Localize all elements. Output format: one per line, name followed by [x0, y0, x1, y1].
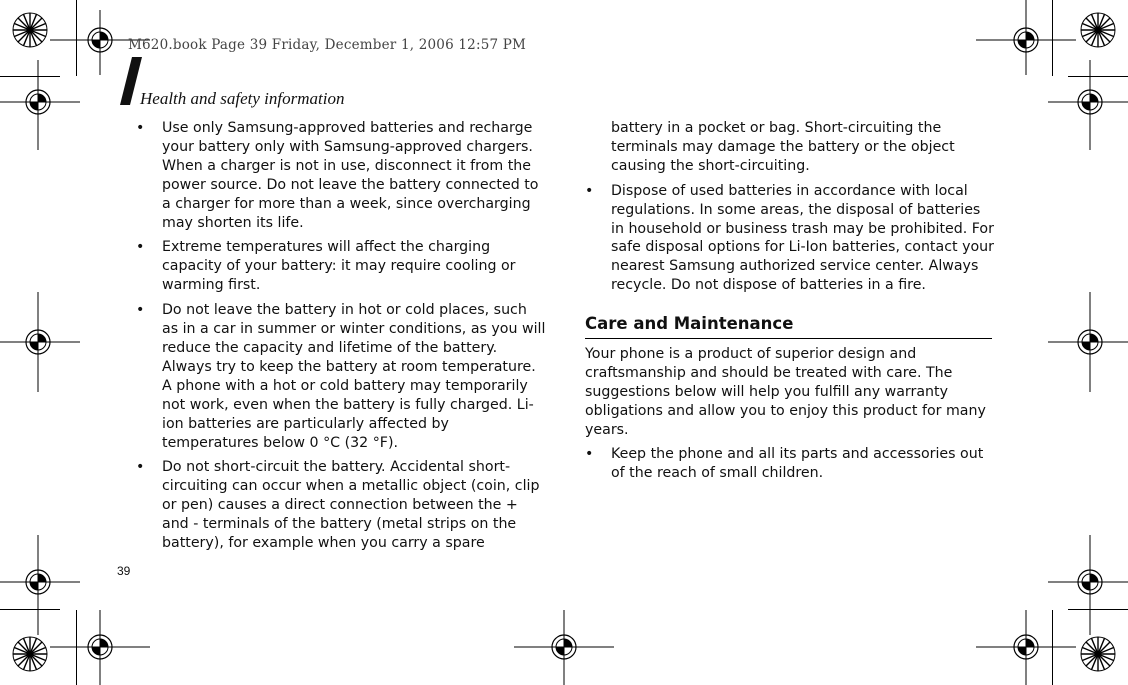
corner-starburst-bottom-left [12, 636, 48, 672]
list-item [136, 458, 546, 553]
corner-starburst-top-left [12, 12, 48, 48]
bullet-glyph: • [585, 445, 594, 462]
battery-bullet-list-continued [585, 119, 995, 295]
bullet-glyph: • [136, 459, 145, 476]
care-intro-paragraph: Your phone is a product of superior design and craftsmanship and should be treated with care. The suggestions below will help you fulfill any warranty obligations and allow you to enjoy this product for many years. [585, 346, 986, 438]
page-number: 39 [117, 564, 131, 578]
list-item-text: Extreme temperatures will affect the charging capacity of your battery: it may require cooling or warming first. [162, 239, 516, 294]
list-item [136, 238, 546, 295]
registration-mark-icon [1048, 60, 1128, 150]
battery-bullet-list [136, 119, 546, 553]
list-item [585, 182, 995, 295]
registration-mark-icon [976, 605, 1076, 685]
bullet-glyph: • [136, 302, 145, 319]
registration-mark-icon [0, 60, 80, 150]
list-item [136, 301, 546, 452]
bullet-glyph: • [136, 239, 145, 256]
registration-mark-icon [0, 292, 80, 392]
care-bullet-list [585, 445, 995, 483]
list-item-text: Use only Samsung-approved batteries and recharge your battery only with Samsung-approved chargers. When a charger is not in use, disconnect it from the power source. Do not leave the battery connected to a charger for more than a week, since overcharging may shorten its life. [162, 120, 539, 231]
list-item-text: Do not short-circuit the battery. Accidental short-circuiting can occur when a metallic object (coin, clip or pen) causes a direct connection between the + and - terminals of the battery (metal strips on the battery), for example when you carry a spare [162, 459, 540, 552]
registration-mark-icon [514, 605, 614, 685]
list-item-text: Do not leave the battery in hot or cold places, such as in a car in summer or winter conditions, as you will reduce the capacity and lifetime of the battery. Always try to keep the battery at room temperature. A phone with a hot or cold battery may temporarily not work, even when the battery is fully charged. Li-ion batteries are particularly affected by temperatures below 0 °C (32 °F). [162, 302, 546, 451]
care-maintenance-heading: Care and Maintenance [585, 315, 992, 339]
list-item-text: battery in a pocket or bag. Short-circuiting the terminals may damage the battery or the object causing the short-circuiting. [611, 120, 955, 174]
list-item-continuation [585, 119, 995, 176]
bullet-glyph: • [136, 120, 145, 136]
section-title: Health and safety information [140, 89, 345, 108]
left-column [136, 119, 546, 559]
bullet-glyph: • [585, 182, 594, 199]
book-print-header: M620.book Page 39 Friday, December 1, 2006 12:57 PM [128, 37, 527, 53]
list-item [585, 445, 995, 483]
corner-starburst-bottom-right [1080, 636, 1116, 672]
list-item-text: Dispose of used batteries in accordance with local regulations. In some areas, the disposal of batteries in household or business trash may be prohibited. For safe disposal options for Li-Ion batteries, contact your nearest Samsung authorized service center. Always recycle. Do not dispose of batteries in a fire. [611, 182, 994, 294]
corner-starburst-top-right [1080, 12, 1116, 48]
registration-mark-icon [50, 605, 150, 685]
registration-mark-icon [1048, 292, 1128, 392]
list-item-text: Keep the phone and all its parts and accessories out of the reach of small children. [611, 445, 984, 481]
list-item [136, 119, 546, 232]
right-column [585, 119, 995, 488]
